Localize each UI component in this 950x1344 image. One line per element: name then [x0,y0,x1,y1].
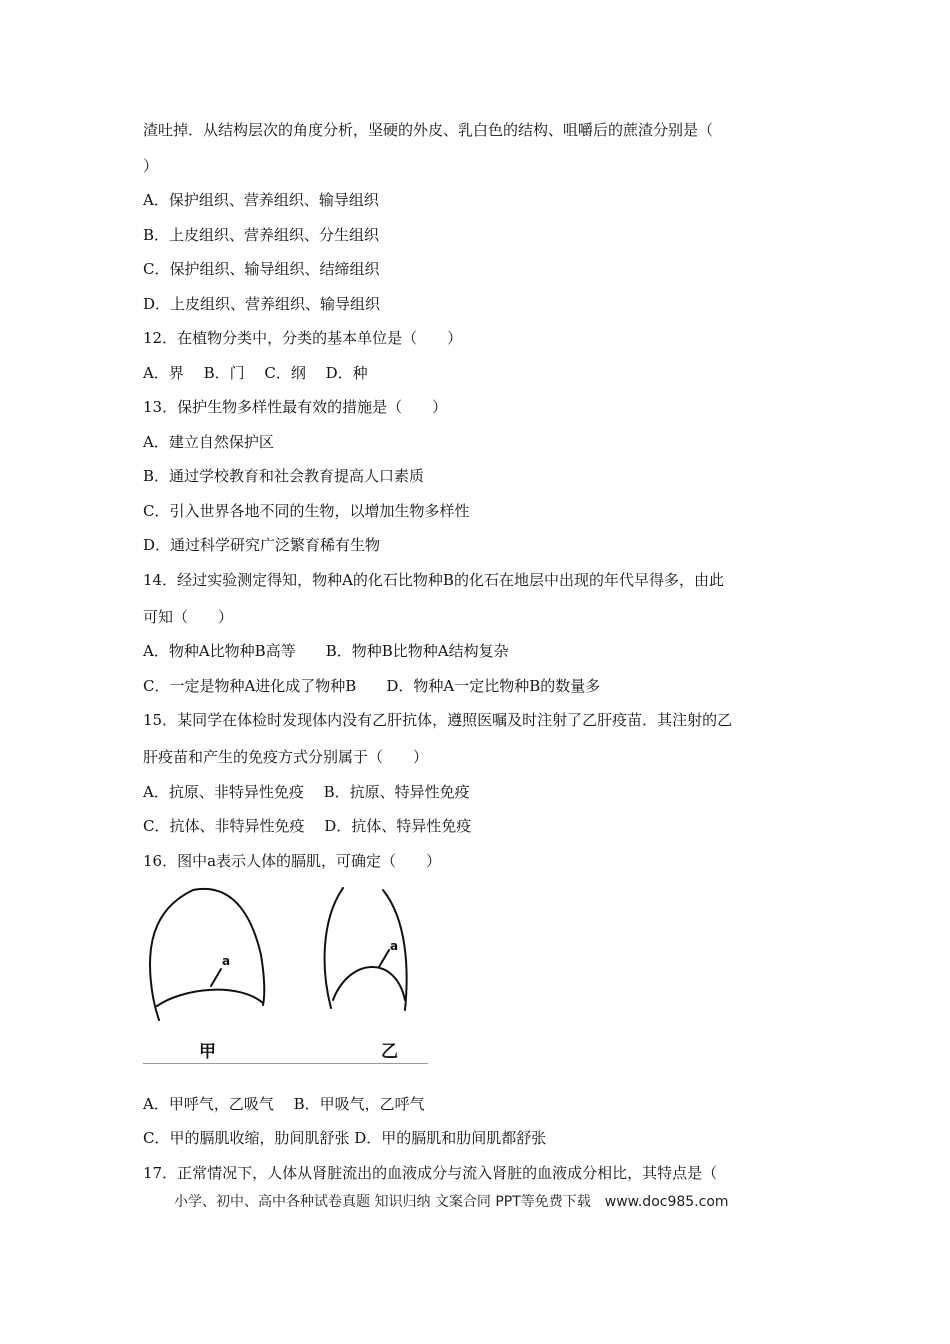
page-footer: 小学、初中、高中各种试卷真题 知识归纳 文案合同 PPT等免费下载 www.doc985.com [174,1194,729,1210]
q11-option-d: D．上皮组织、营养组织、输导组织 [143,295,381,313]
label-a-left: a [222,954,231,968]
pointer-left [211,969,221,986]
q13-option-b: B．通过学校教育和社会教育提高人口素质 [143,467,425,485]
q15-options-ab: A．抗原、非特异性免疫 B．抗原、特异性免疫 [143,783,470,801]
question-17-stem: 17．正常情况下，人体从肾脏流出的血液成分与流入肾脏的血液成分相比，其特点是（ [143,1164,718,1182]
q13-option-c: C．引入世界各地不同的生物，以增加生物多样性 [143,502,470,520]
diaphragm-right [333,967,405,1000]
pointer-right [379,950,389,967]
question-15-stem-cont: 肝疫苗和产生的免疫方式分别属于（ ） [143,748,429,766]
q14-options-cd: C．一定是物种A进化成了物种B D．物种A一定比物种B的数量多 [143,677,601,695]
question-11-paren: ） [143,157,159,175]
question-15-stem: 15．某同学在体检时发现体内没有乙肝抗体，遵照医嘱及时注射了乙肝疫苗．其注射的乙 [143,711,733,729]
question-11-stem-cont: 渣吐掉．从结构层次的角度分析，坚硬的外皮、乳白色的结构、咀嚼后的蔗渣分别是（ [143,121,714,139]
q15-options-cd: C．抗体、非特异性免疫 D．抗体、特异性免疫 [143,817,472,835]
label-a-right: a [390,939,399,953]
question-12-stem: 12．在植物分类中，分类的基本单位是（ ） [143,329,463,347]
q13-option-d: D．通过科学研究广泛繁育稀有生物 [143,536,381,554]
q11-option-a: A．保护组织、营养组织、输导组织 [143,191,379,209]
caption-jia: 甲 [199,1042,216,1062]
caption-yi: 乙 [381,1042,398,1062]
chest-outline-right [325,888,343,1008]
q14-options-ab: A．物种A比物种B高等 B．物种B比物种A结构复杂 [143,642,509,660]
q13-option-a: A．建立自然保护区 [143,433,274,451]
diaphragm-figure [143,880,428,1066]
q12-options: A．界 B．门 C．纲 D．种 [143,364,368,382]
q11-option-b: B．上皮组织、营养组织、分生组织 [143,226,380,244]
chest-outline-left [150,889,264,1005]
diaphragm-left [157,990,263,1006]
chest-bottom-left [153,997,159,1020]
question-13-stem: 13．保护生物多样性最有效的措施是（ ） [143,398,448,416]
figure-baseline [143,1063,428,1064]
q16-options-cd: C．甲的膈肌收缩，肋间肌舒张 D．甲的膈肌和肋间肌都舒张 [143,1129,547,1147]
q16-options-ab: A．甲呼气，乙吸气 B．甲吸气，乙呼气 [143,1095,425,1113]
question-14-stem: 14．经过实验测定得知，物种A的化石比物种B的化石在地层中出现的年代早得多，由此 [143,571,724,589]
q11-option-c: C．保护组织、输导组织、结缔组织 [143,260,380,278]
question-14-stem-cont: 可知（ ） [143,608,234,626]
question-16-stem: 16．图中a表示人体的膈肌，可确定（ ） [143,852,442,870]
